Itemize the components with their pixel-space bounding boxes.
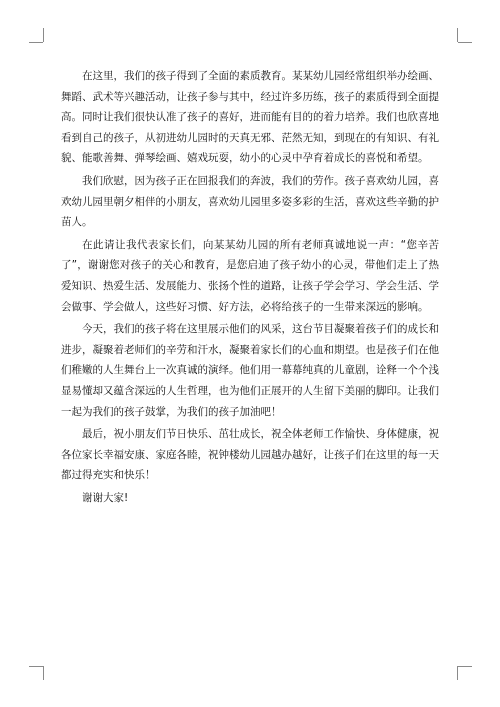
crop-mark-top-right-horizontal bbox=[458, 42, 472, 43]
crop-mark-top-right-vertical bbox=[457, 28, 458, 42]
paragraph-1: 在这里，我们的孩子得到了全面的素质教育。某某幼儿园经常组织举办绘画、舞蹈、武术等兴趣活动，让孩子参与其中，经过许多历练，孩子的素质得到全面提高。同时让我们很快认准了孩子的喜好，进而能有目的的着力培养。我们也欣喜地看到自己的孩子，从初进幼儿园时的天真无邪、茫然无知，到现在的有知识、有礼貌、能歌善舞、弹琴绘画、嬉戏玩耍，幼小的心灵中孕育着成长的喜悦和希望。 bbox=[61, 70, 439, 165]
crop-mark-bottom-left-horizontal bbox=[29, 666, 43, 667]
crop-mark-top-left-horizontal bbox=[29, 42, 43, 43]
crop-mark-top-left-vertical bbox=[43, 28, 44, 42]
paragraph-6: 谢谢大家! bbox=[82, 491, 129, 504]
crop-mark-bottom-right-vertical bbox=[457, 666, 458, 680]
paragraph-5: 最后，祝小朋友们节日快乐、茁壮成长，祝全体老师工作愉快、身体健康，祝各位家长幸福安康、家庭各睦，祝钟楼幼儿园越办越好，让孩子们在这里的每一天都过得充实和快乐！ bbox=[61, 428, 439, 482]
paragraph-3: 在此请让我代表家长们，向某某幼儿园的所有老师真诚地说一声：“您辛苦了”，谢谢您对孩子的关心和教育，是您启迪了孩子幼小的心灵，带他们走上了热爱知识、热爱生活、发展能力、张扬个性的道路，让孩子学会学习、学会生活、学会做事、学会做人，这些好习惯、好方法，必将给孩子的一生带来深远的影响。 bbox=[61, 238, 439, 313]
crop-mark-bottom-left-vertical bbox=[43, 666, 44, 680]
paragraph-2: 我们欣慰，因为孩子正在回报我们的奔波，我们的劳作。孩子喜欢幼儿园，喜欢幼儿园里朝夕相伴的小朋友，喜欢幼儿园里多姿多彩的生活，喜欢这些辛勤的护苗人。 bbox=[61, 174, 439, 229]
paragraph-4: 今天，我们的孩子将在这里展示他们的风采，这台节目凝聚着孩子们的成长和进步，凝聚着老师们的辛劳和汗水，凝聚着家长们的心血和期望。也是孩子们在他们稚嫩的人生舞台上一次真诚的演绎。他们用一幕幕纯真的儿童剧，诠释一个个浅显易懂却又蕴含深远的人生哲理，也为他们正展开的人生留下美丽的脚印。让我们一起为我们的孩子鼓掌，为我们的孩子加油吧！ bbox=[61, 323, 439, 418]
document-body bbox=[61, 66, 439, 510]
crop-mark-bottom-right-horizontal bbox=[458, 666, 472, 667]
